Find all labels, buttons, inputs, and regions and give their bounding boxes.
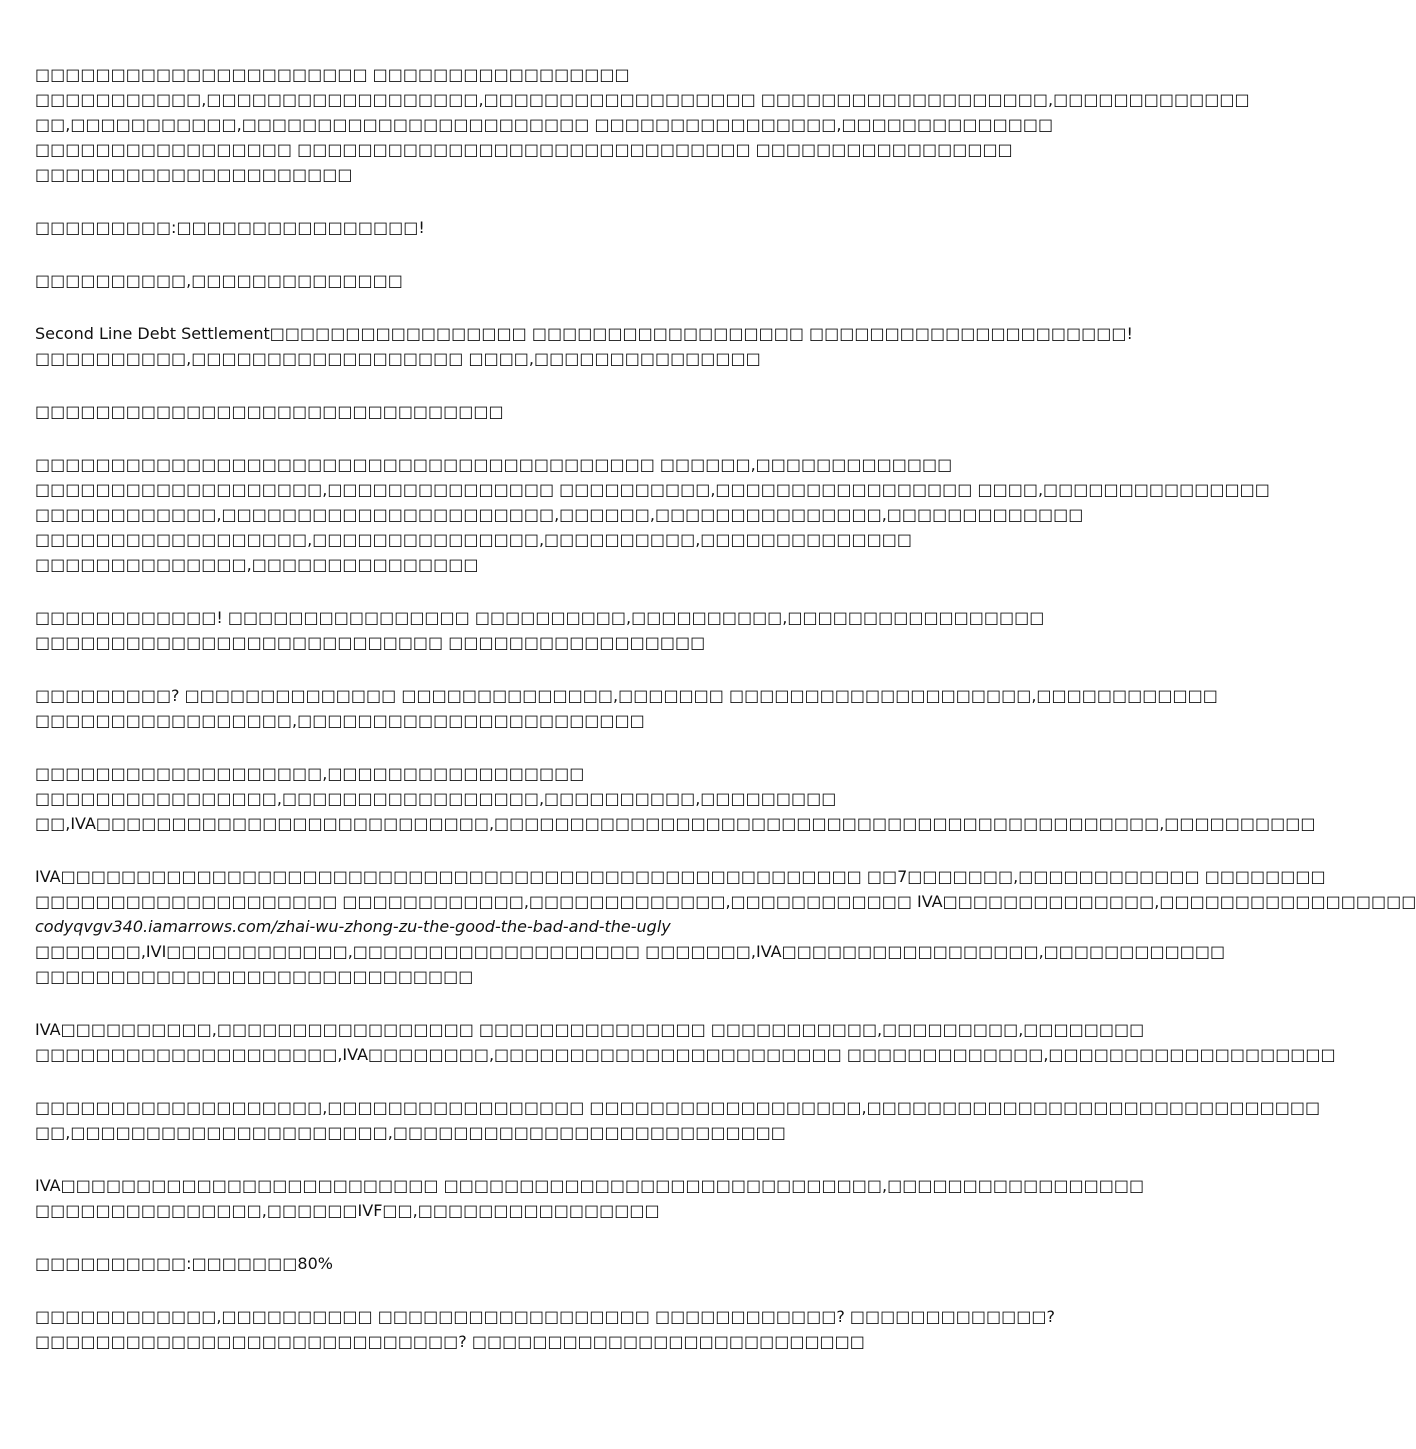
paragraph — [35, 683, 1218, 733]
text-line: □□□□□□□□□? □□□□□□□□□□□□□□ □□□□□□□□□□□□□□,□□□□□□□ □□□□□□□□□□□□□□□□□□□□,□□□□□□□□□□□□ — [35, 686, 1218, 705]
text-line: □□□□□□□□□□,□□□□□□□□□□□□□□ — [35, 271, 403, 290]
text-line: □□□□□□□□□□□□□□□□□ □□□□□□□□□□□□□□□□□□□□□□□□□□□□□□ □□□□□□□□□□□□□□□□□ — [35, 140, 1013, 159]
text-line: □□□□□□□□□□□□□□,□□□□□□□□□□□□□□□ — [35, 555, 479, 574]
paragraph — [35, 864, 1416, 989]
text-line: □□□□□□□□□□□□□□□□□,□□□□□□□□□□□□□□□□□□□□□□□ — [35, 711, 645, 730]
text-line: □□□□□□□□□□□□□□□□□□□□□ — [35, 165, 353, 184]
link-text: codyqvgv340.iamarrows.com/zhai-wu-zhong-zu-the-good-the-bad-and-the-ugly — [35, 917, 671, 936]
text-line: □□□□□□□□□□□□□□□□,□□□□□□□□□□□□□□□□□,□□□□□□□□□□,□□□□□□□□□ — [35, 789, 837, 808]
paragraph — [35, 321, 1133, 371]
paragraph — [35, 268, 995, 293]
text-line: □□□□□□□□□□□□,□□□□□□□□□□□□□□□□□□□□□□,□□□□□□,□□□□□□□□□□□□□□□,□□□□□□□□□□□□□ — [35, 505, 1084, 524]
paragraph — [35, 1017, 1336, 1067]
text-line: □□□□□□□□□□□□! □□□□□□□□□□□□□□□□ □□□□□□□□□□,□□□□□□□□□□,□□□□□□□□□□□□□□□□□ — [35, 608, 1045, 627]
text-line: Second Line Debt Settlement□□□□□□□□□□□□□□□□□ □□□□□□□□□□□□□□□□□□ □□□□□□□□□□□□□□□□□□□□□! — [35, 324, 1133, 343]
paragraph — [35, 1304, 1055, 1354]
paragraph — [35, 399, 995, 424]
text-line: □□□□□□□□□□□,□□□□□□□□□□□□□□□□□□,□□□□□□□□□□□□□□□□□□ □□□□□□□□□□□□□□□□□□□,□□□□□□□□□□□□□ — [35, 90, 1250, 109]
text-line: □□□□□□□□□□□□□□□,□□□□□□IVF□□,□□□□□□□□□□□□□□□□ — [35, 1201, 660, 1220]
text-line: □□□□□□□□□□□□□□□□□□□□□□□□□□□□□□□□□□□□□□□□□ □□□□□□,□□□□□□□□□□□□□ — [35, 455, 953, 474]
text-line: □□□□□□□□□□□□□□□□□□□,□□□□□□□□□□□□□□□□□ — [35, 764, 585, 783]
text-line: □□□□□□□□□□:□□□□□□□80% — [35, 1254, 333, 1273]
paragraph — [35, 452, 1270, 577]
text-line: □□□□□□□,IVI□□□□□□□□□□□□,□□□□□□□□□□□□□□□□□□□ □□□□□□□,IVA□□□□□□□□□□□□□□□□□,□□□□□□□□□□□□ — [35, 942, 1226, 961]
text-line: □□□□□□□□□□□□□□□□□□□□□□□□□□□ □□□□□□□□□□□□□□□□□ — [35, 633, 706, 652]
text-line: □□□□□□□□□□,□□□□□□□□□□□□□□□□□□ □□□□,□□□□□□□□□□□□□□□ — [35, 349, 761, 368]
paragraph — [35, 1095, 1321, 1145]
text-line: □□□□□□□□□□□□□□□□□□,□□□□□□□□□□□□□□□,□□□□□□□□□□,□□□□□□□□□□□□□□ — [35, 530, 912, 549]
text-line: IVA□□□□□□□□□□,□□□□□□□□□□□□□□□□□ □□□□□□□□□□□□□□□ □□□□□□□□□□□,□□□□□□□□□,□□□□□□□□ — [35, 1020, 1145, 1039]
text-line: □□□□□□□□□□□□□□□□□□□,□□□□□□□□□□□□□□□ □□□□□□□□□□,□□□□□□□□□□□□□□□□□ □□□□,□□□□□□□□□□□□□□□ — [35, 480, 1270, 499]
text-line: □□,□□□□□□□□□□□□□□□□□□□□□,□□□□□□□□□□□□□□□□□□□□□□□□□□ — [35, 1123, 786, 1142]
text-line: IVA□□□□□□□□□□□□□□□□□□□□□□□□□ □□□□□□□□□□□□□□□□□□□□□□□□□□□□□,□□□□□□□□□□□□□□□□□ — [35, 1176, 1145, 1195]
text-line: □□,□□□□□□□□□□□,□□□□□□□□□□□□□□□□□□□□□□□ □□□□□□□□□□□□□□□□,□□□□□□□□□□□□□□ — [35, 115, 1054, 134]
text-line: □□,IVA□□□□□□□□□□□□□□□□□□□□□□□□□□,□□□□□□□□□□□□□□□□□□□□□□□□□□□□□□□□□□□□□□□□□□□□,□□□□□□□□□□ — [35, 814, 1316, 833]
paragraph — [35, 62, 1250, 187]
text-line: □□□□□□□□□□□□□□□□□□□□□□□□□□□□? □□□□□□□□□□□□□□□□□□□□□□□□□□ — [35, 1332, 865, 1351]
text-line: □□□□□□□□□:□□□□□□□□□□□□□□□□! — [35, 218, 425, 237]
paragraph — [35, 605, 1045, 655]
paragraph — [35, 215, 995, 240]
text-line: □□□□□□□□□□□□,□□□□□□□□□□ □□□□□□□□□□□□□□□□□□ □□□□□□□□□□□□? □□□□□□□□□□□□□? — [35, 1307, 1055, 1326]
text-line: □□□□□□□□□□□□□□□□□□□□□□ □□□□□□□□□□□□□□□□□ — [35, 65, 630, 84]
paragraph — [35, 761, 1316, 836]
text-line: IVA□□□□□□□□□□□□□□□□□□□□□□□□□□□□□□□□□□□□□□□□□□□□□□□□□□□□□ □□7□□□□□□□,□□□□□□□□□□□□ □□□□□□□□ — [35, 867, 1326, 886]
text-line: □□□□□□□□□□□□□□□□□□□,□□□□□□□□□□□□□□□□□ □□□□□□□□□□□□□□□□□□,□□□□□□□□□□□□□□□□□□□□□□□□□□□□□□ — [35, 1098, 1321, 1117]
text-line: □□□□□□□□□□□□□□□□□□□□,IVA□□□□□□□□,□□□□□□□□□□□□□□□□□□□□□□□ □□□□□□□□□□□□□,□□□□□□□□□□□□□□□□□□□ — [35, 1045, 1336, 1064]
text-line: □□□□□□□□□□□□□□□□□□□□ □□□□□□□□□□□□,□□□□□□□□□□□□□,□□□□□□□□□□□□ IVA□□□□□□□□□□□□□□,□□□□□□□□□□□□□□□□□ — [35, 892, 1416, 911]
paragraph — [35, 1251, 995, 1276]
paragraph — [35, 1173, 1145, 1223]
text-line: □□□□□□□□□□□□□□□□□□□□□□□□□□□□□□□ — [35, 402, 504, 421]
text-line: □□□□□□□□□□□□□□□□□□□□□□□□□□□□□ — [35, 967, 474, 986]
document-body — [35, 62, 1416, 1382]
